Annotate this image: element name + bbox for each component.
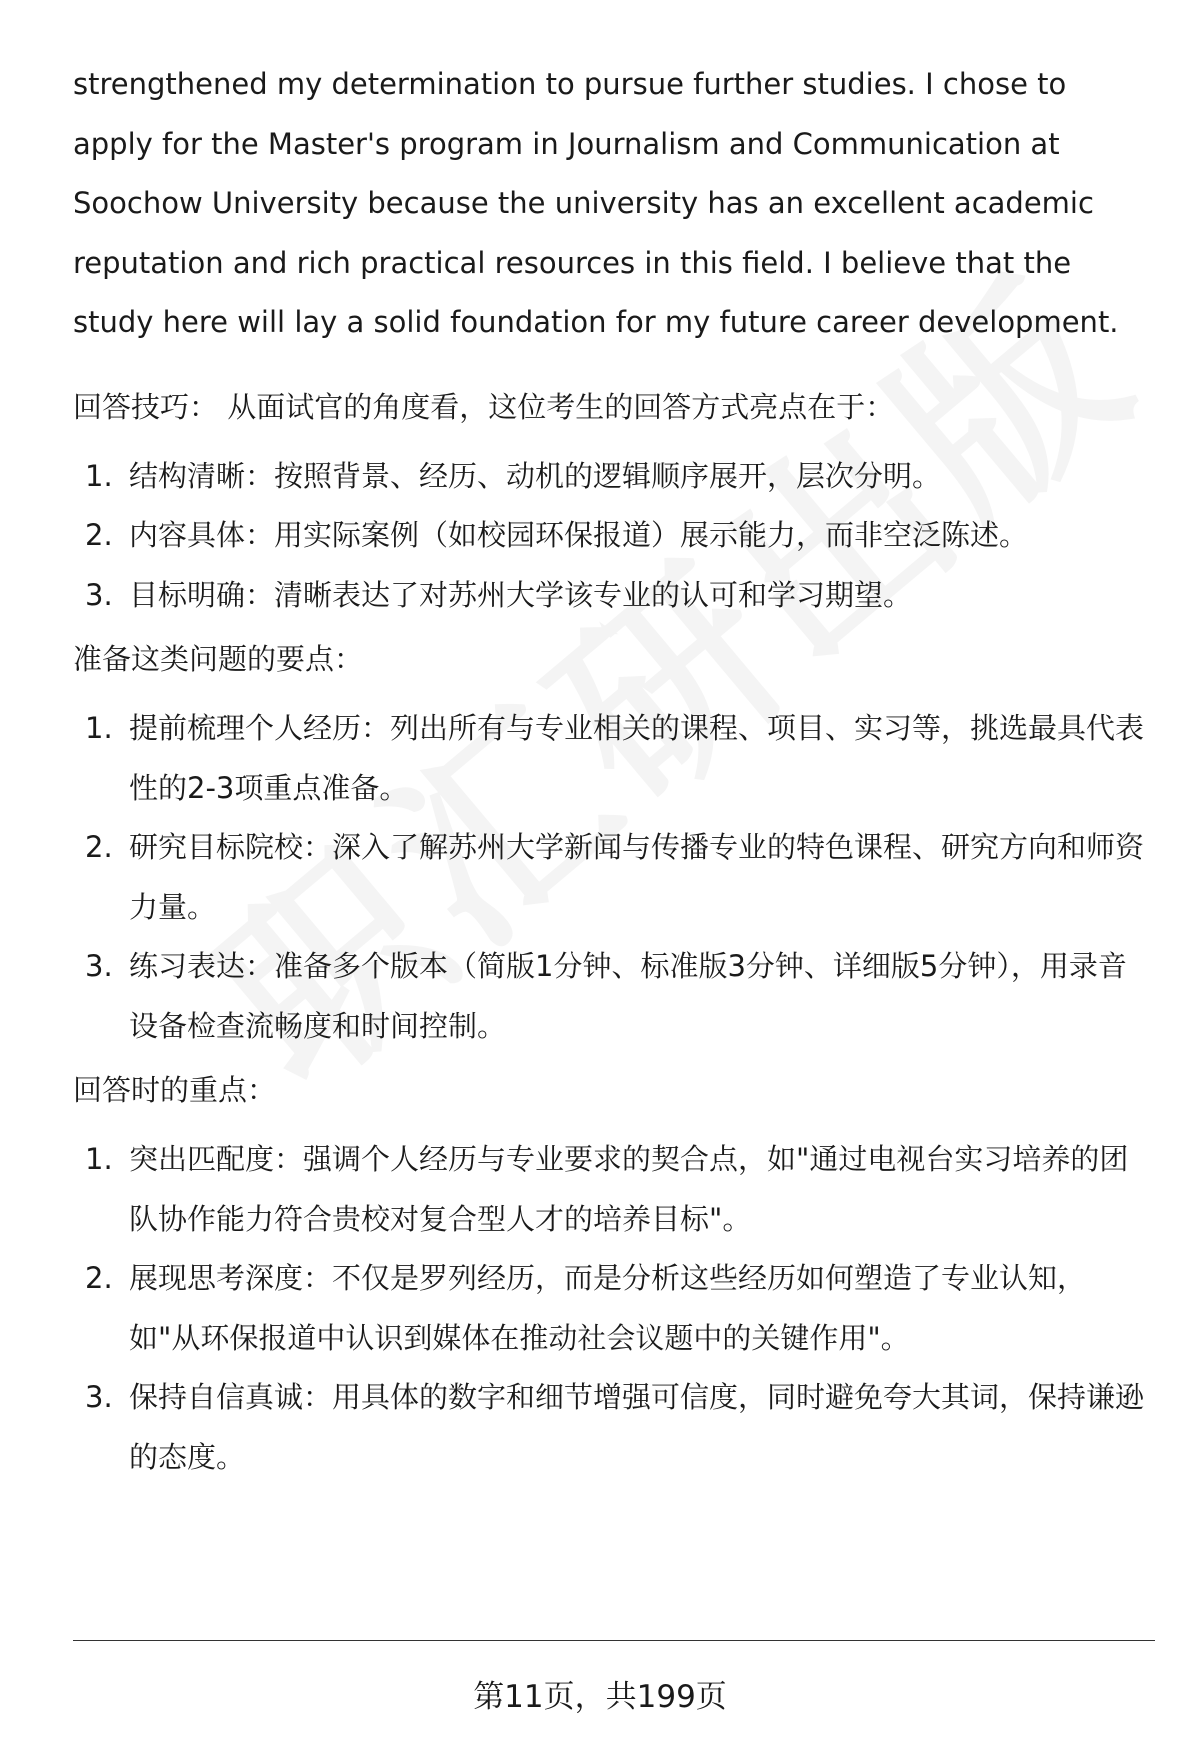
list-item (73, 1130, 1153, 1249)
list-text: 提前梳理个人经历：列出所有与专业相关的课程、项目、实习等，挑选最具代表性的2-3项重点准备。 (129, 711, 1145, 805)
footer-divider (73, 1640, 1155, 1641)
list-number: 3. (85, 577, 113, 612)
list-item (73, 447, 1153, 507)
list-text: 目标明确：清晰表达了对苏州大学该专业的认可和学习期望。 (129, 577, 913, 612)
list-text: 研究目标院校：深入了解苏州大学新闻与传播专业的特色课程、研究方向和师资力量。 (129, 830, 1145, 924)
tips-heading: 回答技巧： 从面试官的角度看，这位考生的回答方式亮点在于： (73, 389, 895, 424)
list-item (73, 1249, 1153, 1368)
list-number: 2. (85, 1261, 113, 1295)
list-item (73, 699, 1153, 818)
list-number: 1. (85, 1142, 113, 1176)
focus-list (73, 1130, 1153, 1487)
list-number: 1. (85, 711, 113, 745)
prep-list (73, 699, 1153, 1056)
list-text: 展现思考深度：不仅是罗列经历，而是分析这些经历如何塑造了专业认知，如"从环保报道中认识到媒体在推动社会议题中的关键作用"。 (129, 1261, 1087, 1355)
list-item (73, 818, 1153, 937)
intro-paragraph: strengthened my determination to pursue further studies. I chose to apply for the Master's program in Journalism and Communication at Soochow University because the university has an excellent academic reputation and rich practical resources in this field. I believe that the study here will lay a solid foundation for my future career development. (73, 67, 1119, 339)
focus-heading: 回答时的重点： (73, 1073, 277, 1107)
list-text: 内容具体：用实际案例（如校园环保报道）展示能力，而非空泛陈述。 (129, 518, 1029, 552)
list-text: 练习表达：准备多个版本（简版1分钟、标准版3分钟、详细版5分钟），用录音设备检查流畅度和时间控制。 (129, 949, 1127, 1043)
prep-heading: 准备这类问题的要点： (73, 642, 364, 676)
list-number: 1. (85, 458, 113, 493)
list-item (73, 937, 1153, 1056)
list-number: 2. (85, 830, 113, 864)
list-number: 3. (85, 949, 113, 983)
list-item (73, 1368, 1153, 1487)
list-item (73, 506, 1153, 566)
list-item (73, 566, 1153, 626)
page-number: 第11页，共199页 (473, 1679, 727, 1715)
list-text: 突出匹配度：强调个人经历与专业要求的契合点，如"通过电视台实习培养的团队协作能力符合贵校对复合型人才的培养目标"。 (129, 1142, 1129, 1236)
tips-list (73, 447, 1153, 626)
list-text: 结构清晰：按照背景、经历、动机的逻辑顺序展开，层次分明。 (129, 458, 942, 493)
list-text: 保持自信真诚：用具体的数字和细节增强可信度，同时避免夸大其词，保持谦逊的态度。 (129, 1380, 1145, 1474)
list-number: 3. (85, 1380, 113, 1414)
page-content (73, 55, 1153, 1487)
list-number: 2. (85, 518, 113, 552)
